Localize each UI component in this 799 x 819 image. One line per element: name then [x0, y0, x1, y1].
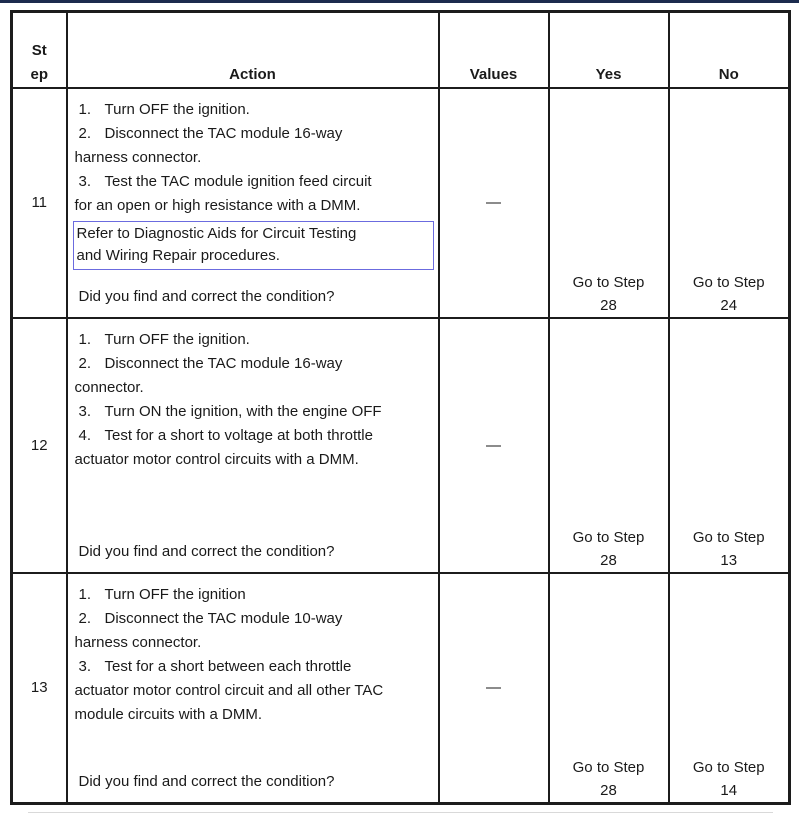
- action-step-number: 4.: [78, 426, 92, 444]
- yes-goto: [550, 526, 668, 572]
- step-cell: [12, 573, 67, 804]
- bottom-rule: [28, 812, 773, 813]
- action-step-line: [75, 352, 434, 376]
- action-step-text: module circuits with a DMM.: [74, 705, 263, 723]
- action-step-line: [75, 424, 434, 448]
- action-step-continuation: [75, 376, 434, 400]
- yes-goto: [550, 271, 668, 317]
- column-header-action: Action: [67, 12, 439, 88]
- top-rule: [0, 0, 799, 3]
- yes-goto-line1: Go to Step: [572, 528, 645, 546]
- action-step-continuation: [75, 703, 434, 727]
- no-goto: [670, 756, 789, 802]
- action-step-text: Disconnect the TAC module 10-way: [104, 609, 343, 627]
- action-cell: [67, 318, 439, 573]
- yes-goto-line2: 28: [600, 296, 617, 314]
- column-header-yes: Yes: [549, 12, 669, 88]
- no-goto-line1: Go to Step: [692, 528, 765, 546]
- values-dash: —: [486, 194, 501, 211]
- table-row: [12, 318, 790, 573]
- step-number: 12: [30, 436, 48, 454]
- action-step-line: [75, 122, 434, 146]
- condition-question: Did you find and correct the condition?: [78, 287, 335, 305]
- no-cell: [669, 573, 790, 804]
- values-cell: [439, 88, 549, 318]
- step-cell: [12, 88, 67, 318]
- action-step-line: [75, 655, 434, 679]
- action-step-number: 1.: [78, 585, 92, 603]
- no-goto-line2: 24: [720, 296, 738, 314]
- table-row: [12, 573, 790, 804]
- condition-question: Did you find and correct the condition?: [78, 542, 335, 560]
- action-step-number: 3.: [78, 172, 92, 190]
- action-cell: [67, 88, 439, 318]
- action-step-text: actuator motor control circuit and all other TAC: [74, 681, 384, 699]
- diagnostic-aids-link-line: and Wiring Repair procedures.: [76, 246, 280, 264]
- action-step-line: [75, 583, 434, 607]
- action-step-number: 3.: [78, 657, 92, 675]
- condition-question: Did you find and correct the condition?: [78, 772, 335, 790]
- values-dash: —: [486, 679, 501, 696]
- yes-goto-line1: Go to Step: [572, 273, 645, 291]
- action-step-continuation: [75, 631, 434, 655]
- action-step-number: 3.: [78, 402, 92, 420]
- header-row: [12, 12, 790, 88]
- action-step-number: 2.: [78, 609, 92, 627]
- action-step-continuation: [75, 679, 434, 703]
- action-step-text: Test for a short between each throttle: [104, 657, 352, 675]
- action-step-text: Turn ON the ignition, with the engine OFF: [104, 402, 382, 420]
- action-step-text: for an open or high resistance with a DMM.: [74, 196, 361, 214]
- diagnostic-table: [10, 10, 791, 805]
- step-number: 11: [31, 194, 48, 211]
- diagnostic-aids-link[interactable]: [73, 221, 434, 270]
- step-cell: [12, 318, 67, 573]
- action-step-text: Disconnect the TAC module 16-way: [104, 124, 343, 142]
- action-step-continuation: [75, 146, 434, 170]
- yes-cell: [549, 573, 669, 804]
- table-row: [12, 88, 790, 318]
- action-step-text: actuator motor control circuits with a DMM.: [74, 450, 359, 468]
- action-step-number: 2.: [78, 354, 92, 372]
- action-step-continuation: [75, 194, 434, 218]
- yes-goto-line2: 28: [600, 551, 617, 569]
- action-step-text: harness connector.: [74, 148, 202, 166]
- column-header-step-line2: ep: [30, 65, 48, 83]
- column-header-step: [12, 12, 67, 88]
- values-cell: [439, 318, 549, 573]
- values-dash: —: [486, 436, 501, 454]
- action-step-text: Turn OFF the ignition: [104, 585, 246, 603]
- no-goto-line2: 14: [720, 781, 738, 799]
- no-goto: [670, 526, 789, 572]
- action-step-line: [75, 328, 434, 352]
- action-step-continuation: [75, 448, 434, 472]
- action-step-number: 1.: [78, 330, 92, 348]
- step-number: 13: [30, 679, 48, 696]
- action-steps: [75, 98, 434, 218]
- no-cell: [669, 88, 790, 318]
- action-step-number: 1.: [78, 100, 92, 118]
- action-step-line: [75, 98, 434, 122]
- action-step-text: Disconnect the TAC module 16-way: [104, 354, 343, 372]
- action-step-text: Turn OFF the ignition.: [104, 100, 250, 118]
- diagnostic-aids-link-line: Refer to Diagnostic Aids for Circuit Testing: [76, 224, 357, 242]
- action-step-text: Turn OFF the ignition.: [104, 330, 250, 348]
- no-goto: [670, 271, 789, 317]
- action-step-text: harness connector.: [74, 633, 202, 651]
- column-header-values: Values: [439, 12, 549, 88]
- values-cell: [439, 573, 549, 804]
- yes-goto-line2: 28: [600, 781, 617, 799]
- column-header-no: No: [669, 12, 790, 88]
- action-step-line: [75, 170, 434, 194]
- action-steps: [75, 328, 434, 472]
- no-goto-line1: Go to Step: [692, 273, 765, 291]
- yes-goto: [550, 756, 668, 802]
- yes-cell: [549, 88, 669, 318]
- yes-goto-line1: Go to Step: [572, 758, 645, 776]
- action-step-text: Test the TAC module ignition feed circuit: [104, 172, 372, 190]
- yes-cell: [549, 318, 669, 573]
- action-step-line: [75, 400, 434, 424]
- column-header-step-line1: St: [31, 41, 47, 59]
- action-cell: [67, 573, 439, 804]
- no-cell: [669, 318, 790, 573]
- action-step-line: [75, 607, 434, 631]
- action-steps: [75, 583, 434, 727]
- action-step-number: 2.: [78, 124, 92, 142]
- no-goto-line1: Go to Step: [692, 758, 765, 776]
- action-step-text: connector.: [74, 378, 144, 396]
- no-goto-line2: 13: [720, 551, 738, 569]
- action-step-text: Test for a short to voltage at both throttle: [104, 426, 373, 444]
